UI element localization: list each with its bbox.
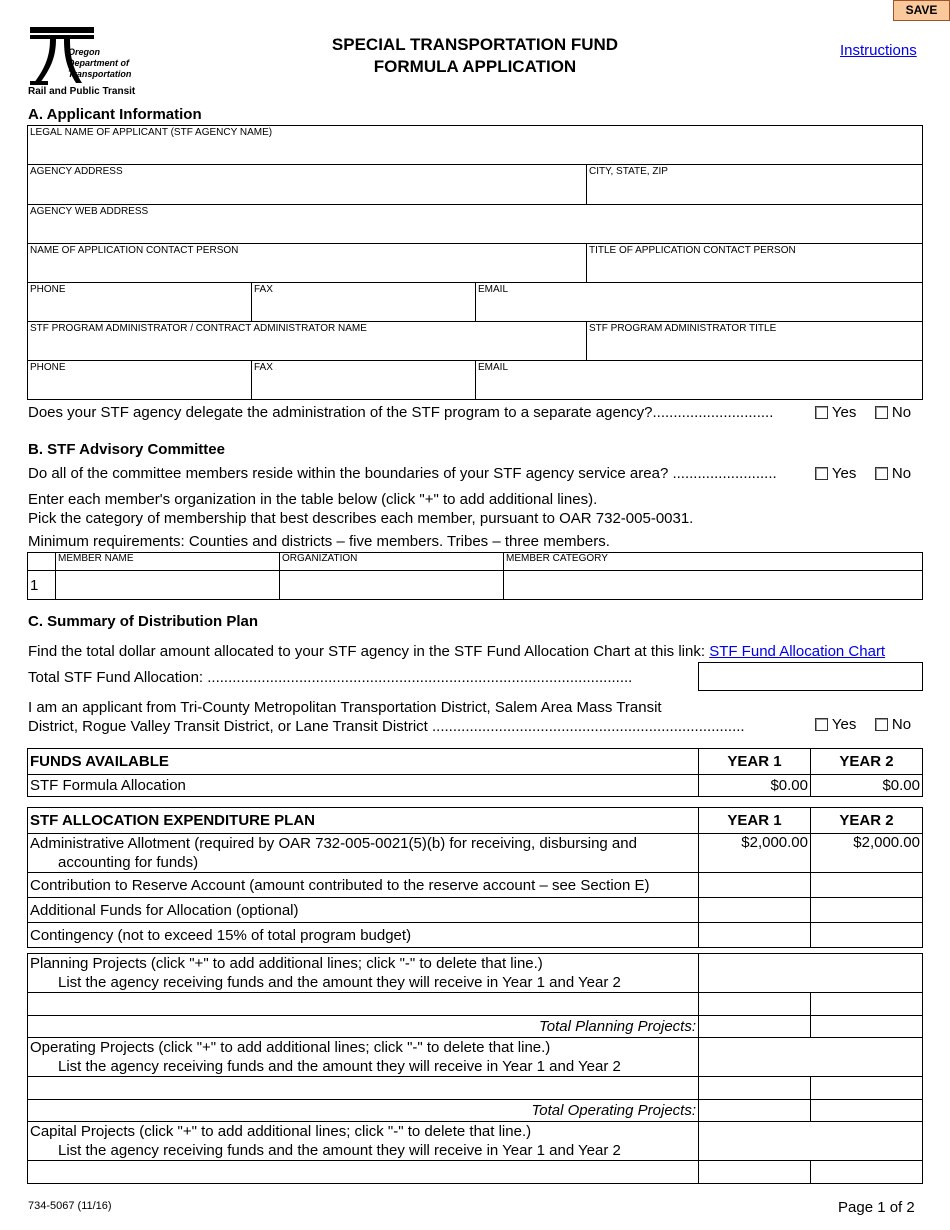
table-row — [28, 834, 923, 873]
table-row — [28, 571, 923, 600]
logo-org-line2: Department of — [68, 58, 130, 68]
planning-projects-instruction: List the agency receiving funds and the amount they will receive in Year 1 and Year 2 — [58, 974, 621, 991]
table-row — [28, 1077, 923, 1100]
city-state-zip-label: CITY, STATE, ZIP — [589, 166, 668, 177]
boundary-no-label: No — [891, 465, 912, 482]
boundary-yes-label: Yes — [831, 465, 857, 482]
funds-available-header: FUNDS AVAILABLE — [28, 749, 699, 775]
district-question-line2: District, Rogue Valley Transit District, or Lane Transit District ........................................................................... — [28, 718, 745, 735]
boundary-yes-checkbox[interactable] — [815, 467, 828, 480]
admin-fax-field[interactable] — [251, 360, 476, 400]
capital-projects-heading: Capital Projects (click "+" to add additional lines; click "-" to delete that line.) — [30, 1123, 532, 1140]
odot-logo — [28, 25, 148, 87]
admin-email-label: EMAIL — [478, 362, 509, 373]
reserve-year1-input[interactable] — [699, 873, 811, 898]
instructions-link[interactable]: Instructions — [840, 42, 917, 59]
member-instruction-1: Enter each member's organization in the table below (click "+" to add additional lines). — [28, 491, 598, 508]
stf-formula-year1: $0.00 — [699, 775, 811, 797]
member-minimum: Minimum requirements: Counties and districts – five members. Tribes – three members. — [28, 533, 610, 550]
agency-address-field[interactable] — [27, 164, 587, 205]
table-row — [28, 993, 923, 1016]
reserve-year2-input[interactable] — [811, 873, 923, 898]
admin-title-label: STF PROGRAM ADMINISTRATOR TITLE — [589, 323, 777, 334]
total-operating-year1 — [699, 1100, 811, 1122]
allocation-chart-link[interactable]: STF Fund Allocation Chart — [709, 643, 886, 660]
total-allocation-label: Total STF Fund Allocation: ...................................................................................................... — [28, 669, 633, 686]
total-planning-year1 — [699, 1016, 811, 1038]
operating-year1-input[interactable] — [699, 1077, 811, 1100]
logo-org-line3: Transportation — [68, 69, 132, 79]
contact-fax-label: FAX — [254, 284, 273, 295]
contact-title-label: TITLE OF APPLICATION CONTACT PERSON — [589, 245, 796, 256]
boundary-question: Do all of the committee members reside within the boundaries of your STF agency service area? ......................... — [28, 465, 777, 482]
total-operating-label: Total Operating Projects: — [28, 1100, 699, 1122]
boundary-no-checkbox[interactable] — [875, 467, 888, 480]
contact-phone-field[interactable] — [27, 282, 252, 322]
stf-formula-year2: $0.00 — [811, 775, 923, 797]
operating-projects-instruction: List the agency receiving funds and the amount they will receive in Year 1 and Year 2 — [58, 1058, 621, 1075]
table-row — [28, 775, 923, 797]
admin-allotment-year2: $2,000.00 — [811, 834, 923, 873]
logo-division: Rail and Public Transit — [28, 86, 136, 97]
district-no-checkbox[interactable] — [875, 718, 888, 731]
total-allocation-input[interactable] — [698, 662, 923, 691]
contact-name-field[interactable] — [27, 243, 587, 283]
funds-year2-header: YEAR 2 — [811, 749, 923, 775]
admin-name-field[interactable] — [27, 321, 587, 361]
operating-year2-input[interactable] — [811, 1077, 923, 1100]
organization-input[interactable] — [280, 571, 504, 600]
capital-agency-input[interactable] — [28, 1161, 699, 1184]
total-planning-year2 — [811, 1016, 923, 1038]
organization-header: ORGANIZATION — [280, 553, 504, 571]
district-yes-checkbox[interactable] — [815, 718, 828, 731]
agency-address-label: AGENCY ADDRESS — [30, 166, 123, 177]
district-no-label: No — [891, 716, 912, 733]
legal-name-field[interactable] — [27, 125, 923, 165]
admin-fax-label: FAX — [254, 362, 273, 373]
section-b-heading: B. STF Advisory Committee — [28, 441, 225, 458]
delegate-yes-checkbox[interactable] — [815, 406, 828, 419]
additional-year2-input[interactable] — [811, 898, 923, 923]
row-number: 1 — [28, 571, 56, 600]
contingency-label: Contingency (not to exceed 15% of total program budget) — [28, 923, 699, 948]
table-row — [28, 873, 923, 898]
member-name-header: MEMBER NAME — [56, 553, 280, 571]
contact-email-field[interactable] — [475, 282, 923, 322]
reserve-account-label: Contribution to Reserve Account (amount contributed to the reserve account – see Section E) — [28, 873, 699, 898]
admin-allotment-label-cont: accounting for funds) — [58, 854, 199, 871]
admin-email-field[interactable] — [475, 360, 923, 400]
planning-year1-input[interactable] — [699, 993, 811, 1016]
admin-title-field[interactable] — [586, 321, 923, 361]
admin-phone-label: PHONE — [30, 362, 66, 373]
logo-org-line1: Oregon — [68, 47, 101, 57]
save-button[interactable]: SAVE — [893, 0, 950, 21]
contact-email-label: EMAIL — [478, 284, 509, 295]
operating-projects-heading: Operating Projects (click "+" to add additional lines; click "-" to delete that line.) — [30, 1039, 551, 1056]
page-number: Page 1 of 2 — [838, 1199, 915, 1216]
stf-formula-allocation-label: STF Formula Allocation — [28, 775, 699, 797]
web-address-label: AGENCY WEB ADDRESS — [30, 206, 149, 217]
total-planning-label: Total Planning Projects: — [28, 1016, 699, 1038]
table-row — [28, 923, 923, 948]
planning-agency-input[interactable] — [28, 993, 699, 1016]
contact-phone-label: PHONE — [30, 284, 66, 295]
expenditure-year2-header: YEAR 2 — [811, 808, 923, 834]
table-row — [28, 1161, 923, 1184]
expenditure-plan-header: STF ALLOCATION EXPENDITURE PLAN — [28, 808, 699, 834]
member-instruction-2: Pick the category of membership that best describes each member, pursuant to OAR 732-005-0031. — [28, 510, 694, 527]
member-table — [27, 552, 923, 600]
admin-allotment-label: Administrative Allotment (required by OAR 732-005-0021(5)(b) for receiving, disbursing and — [30, 835, 637, 852]
contingency-year2-input[interactable] — [811, 923, 923, 948]
contact-name-label: NAME OF APPLICATION CONTACT PERSON — [30, 245, 239, 256]
projects-table — [27, 953, 923, 1184]
section-c-heading: C. Summary of Distribution Plan — [28, 613, 259, 630]
contingency-year1-input[interactable] — [699, 923, 811, 948]
admin-allotment-year1: $2,000.00 — [699, 834, 811, 873]
section-a-heading: A. Applicant Information — [28, 106, 202, 123]
expenditure-plan-table — [27, 807, 923, 948]
expenditure-year1-header: YEAR 1 — [699, 808, 811, 834]
district-question-line1: I am an applicant from Tri-County Metropolitan Transportation District, Salem Area Mass Transit — [28, 699, 662, 716]
delegate-no-checkbox[interactable] — [875, 406, 888, 419]
admin-name-label: STF PROGRAM ADMINISTRATOR / CONTRACT ADMINISTRATOR NAME — [30, 323, 367, 334]
total-operating-year2 — [811, 1100, 923, 1122]
legal-name-label: LEGAL NAME OF APPLICANT (STF AGENCY NAME) — [30, 127, 273, 138]
capital-year2-input[interactable] — [811, 1161, 923, 1184]
operating-agency-input[interactable] — [28, 1077, 699, 1100]
member-category-header: MEMBER CATEGORY — [504, 553, 923, 571]
page-title-line2: FORMULA APPLICATION — [373, 57, 577, 76]
find-allocation-text: Find the total dollar amount allocated to your STF agency in the STF Fund Allocation Chart at this link: — [28, 643, 710, 660]
planning-year2-input[interactable] — [811, 993, 923, 1016]
capital-year1-input[interactable] — [699, 1161, 811, 1184]
admin-phone-field[interactable] — [27, 360, 252, 400]
capital-projects-instruction: List the agency receiving funds and the amount they will receive in Year 1 and Year 2 — [58, 1142, 621, 1159]
web-address-field[interactable] — [27, 204, 923, 244]
additional-funds-label: Additional Funds for Allocation (optional) — [28, 898, 699, 923]
funds-year1-header: YEAR 1 — [699, 749, 811, 775]
delegate-question: Does your STF agency delegate the administration of the STF program to a separate agency?............................. — [28, 404, 774, 421]
member-category-select[interactable] — [504, 571, 923, 600]
contact-title-field[interactable] — [586, 243, 923, 283]
page-title-line1: SPECIAL TRANSPORTATION FUND — [331, 35, 619, 54]
district-yes-label: Yes — [831, 716, 857, 733]
contact-fax-field[interactable] — [251, 282, 476, 322]
table-row — [28, 898, 923, 923]
planning-projects-heading: Planning Projects (click "+" to add additional lines; click "-" to delete that line.) — [30, 955, 543, 972]
additional-year1-input[interactable] — [699, 898, 811, 923]
delegate-no-label: No — [891, 404, 912, 421]
form-number: 734-5067 (11/16) — [28, 1200, 112, 1212]
delegate-yes-label: Yes — [831, 404, 857, 421]
funds-available-table — [27, 748, 923, 797]
city-state-zip-field[interactable] — [586, 164, 923, 205]
member-name-input[interactable] — [56, 571, 280, 600]
